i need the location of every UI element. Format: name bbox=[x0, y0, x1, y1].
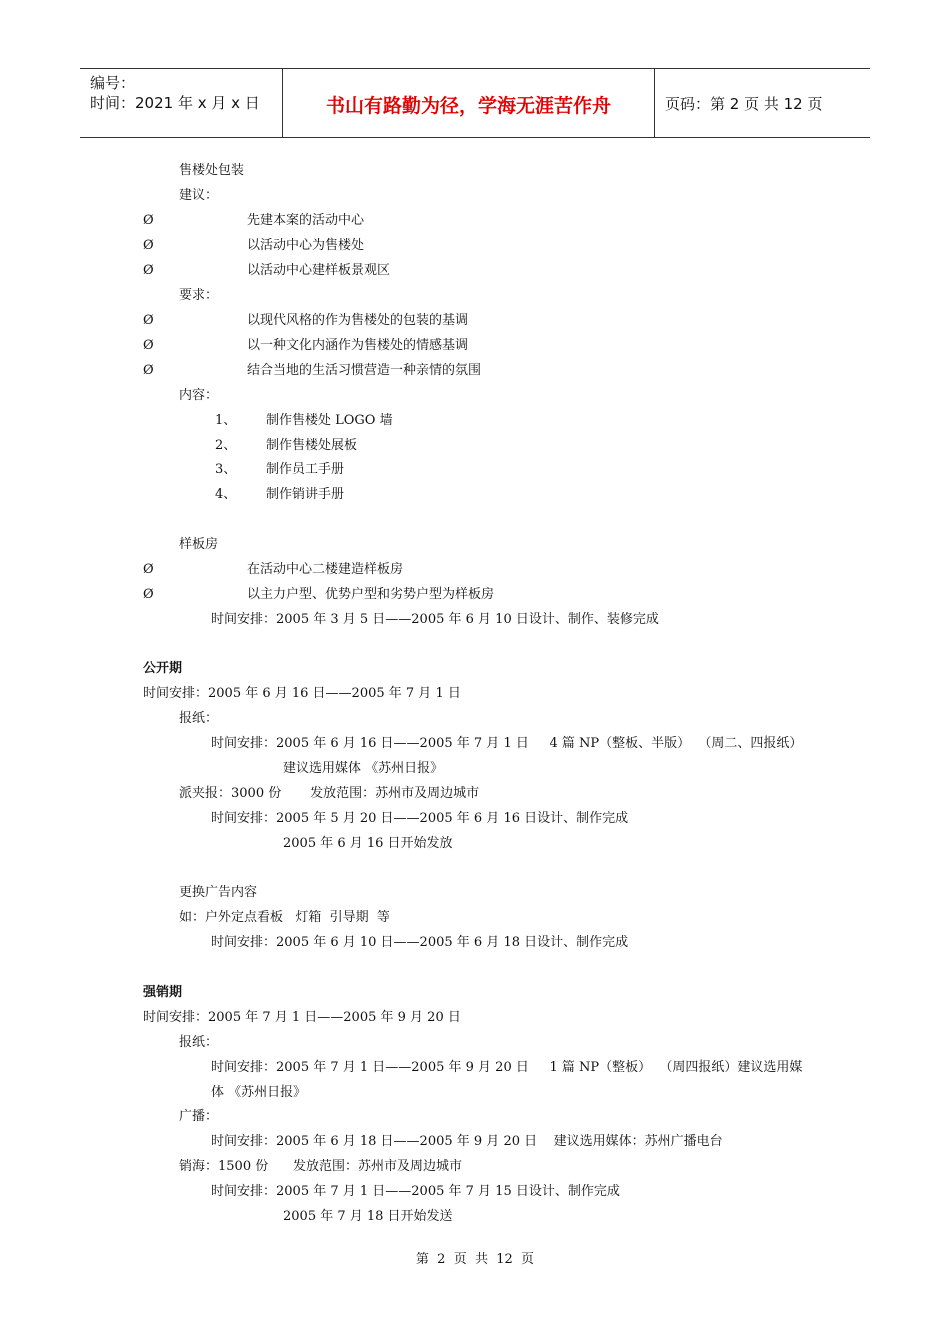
bullet-text: 以一种文化内涵作为售楼处的情感基调 bbox=[247, 338, 469, 353]
bullet-marker: Ø bbox=[143, 562, 154, 577]
motto: 书山有路勤为径，学海无涯苦作舟 bbox=[325, 95, 611, 117]
bullet-text: 以活动中心建样板景观区 bbox=[247, 263, 391, 278]
list-number: 3、 bbox=[215, 462, 237, 477]
bullet-text: 结合当地的生活习惯营造一种亲情的氛围 bbox=[247, 363, 482, 378]
bullet-text: 以活动中心为售楼处 bbox=[247, 238, 365, 253]
list-item: 制作员工手册 bbox=[266, 462, 345, 477]
subheading-contents: 内容： bbox=[179, 388, 219, 403]
list-item: 制作售楼处展板 bbox=[266, 438, 358, 453]
list-item: 制作售楼处 LOGO 墙 bbox=[266, 413, 393, 428]
section-heading-public-phase: 公开期 bbox=[143, 661, 183, 676]
subheading-newspaper: 报纸： bbox=[179, 1035, 219, 1050]
header-table bbox=[80, 68, 870, 138]
media-suggestion: 体 《苏州日报》 bbox=[211, 1085, 307, 1100]
header-center-cell bbox=[283, 69, 655, 137]
schedule-line: 时间安排：2005 年 6 月 16 日——2005 年 7 月 1 日 4 篇 NP（整板、半版） （周二、四报纸） bbox=[211, 736, 803, 751]
subheading-requirements: 要求： bbox=[179, 288, 219, 303]
schedule-line: 2005 年 6 月 16 日开始发放 bbox=[283, 836, 453, 851]
flyer-line: 销海：1500 份 发放范围：苏州市及周边城市 bbox=[179, 1159, 463, 1174]
bullet-marker: Ø bbox=[143, 238, 154, 253]
schedule-line: 时间安排：2005 年 7 月 1 日——2005 年 9 月 20 日 1 篇 NP（整板） （周四报纸）建议选用媒 bbox=[211, 1060, 803, 1075]
page-footer: 第 2 页 共 12 页 bbox=[415, 1252, 535, 1267]
bullet-marker: Ø bbox=[143, 587, 154, 602]
schedule-line: 2005 年 7 月 18 日开始发送 bbox=[283, 1209, 453, 1224]
bullet-text: 以现代风格的作为售楼处的包装的基调 bbox=[247, 313, 469, 328]
subheading-newspaper: 报纸： bbox=[179, 711, 219, 726]
section-heading-sales-office: 售楼处包装 bbox=[179, 163, 245, 178]
subheading-ad-change: 更换广告内容 bbox=[179, 885, 258, 900]
bullet-text: 在活动中心二楼建造样板房 bbox=[247, 562, 404, 577]
subheading-suggestion: 建议： bbox=[179, 188, 219, 203]
schedule-line: 时间安排：2005 年 6 月 16 日——2005 年 7 月 1 日 bbox=[143, 686, 461, 701]
header-left-cell bbox=[80, 69, 283, 137]
schedule-line: 时间安排：2005 年 7 月 1 日——2005 年 9 月 20 日 bbox=[143, 1010, 461, 1025]
bullet-marker: Ø bbox=[143, 338, 154, 353]
list-item: 制作销讲手册 bbox=[266, 487, 345, 502]
media-suggestion: 建议选用媒体 《苏州日报》 bbox=[283, 761, 444, 776]
section-heading-model-room: 样板房 bbox=[179, 537, 219, 552]
section-heading-intensive-phase: 强销期 bbox=[143, 985, 183, 1000]
schedule-line: 时间安排：2005 年 7 月 1 日——2005 年 7 月 15 日设计、制作完成 bbox=[211, 1184, 620, 1199]
list-number: 4、 bbox=[215, 487, 237, 502]
bullet-marker: Ø bbox=[143, 213, 154, 228]
schedule-line: 时间安排：2005 年 6 月 18 日——2005 年 9 月 20 日 建议选用媒体：苏州广播电台 bbox=[211, 1134, 723, 1149]
list-number: 2、 bbox=[215, 438, 237, 453]
page-info: 页码：第 2 页 共 12 页 bbox=[665, 95, 823, 113]
list-number: 1、 bbox=[215, 413, 237, 428]
schedule-line: 时间安排：2005 年 3 月 5 日——2005 年 6 月 10 日设计、制作、装修完成 bbox=[211, 612, 659, 627]
bullet-text: 先建本案的活动中心 bbox=[247, 213, 365, 228]
header-right-cell bbox=[655, 69, 870, 137]
subheading-radio: 广播： bbox=[179, 1109, 219, 1124]
bullet-marker: Ø bbox=[143, 313, 154, 328]
bullet-marker: Ø bbox=[143, 263, 154, 278]
document-number-label: 编号： bbox=[90, 74, 136, 92]
flyer-line: 派夹报：3000 份 发放范围：苏州市及周边城市 bbox=[179, 786, 480, 801]
bullet-marker: Ø bbox=[143, 363, 154, 378]
bullet-text: 以主力户型、优势户型和劣势户型为样板房 bbox=[247, 587, 495, 602]
example-line: 如：户外定点看板 灯箱 引导期 等 bbox=[179, 910, 390, 925]
schedule-line: 时间安排：2005 年 5 月 20 日——2005 年 6 月 16 日设计、制作完成 bbox=[211, 811, 629, 826]
document-date: 时间：2021 年 x 月 x 日 bbox=[90, 94, 260, 112]
schedule-line: 时间安排：2005 年 6 月 10 日——2005 年 6 月 18 日设计、制作完成 bbox=[211, 935, 629, 950]
